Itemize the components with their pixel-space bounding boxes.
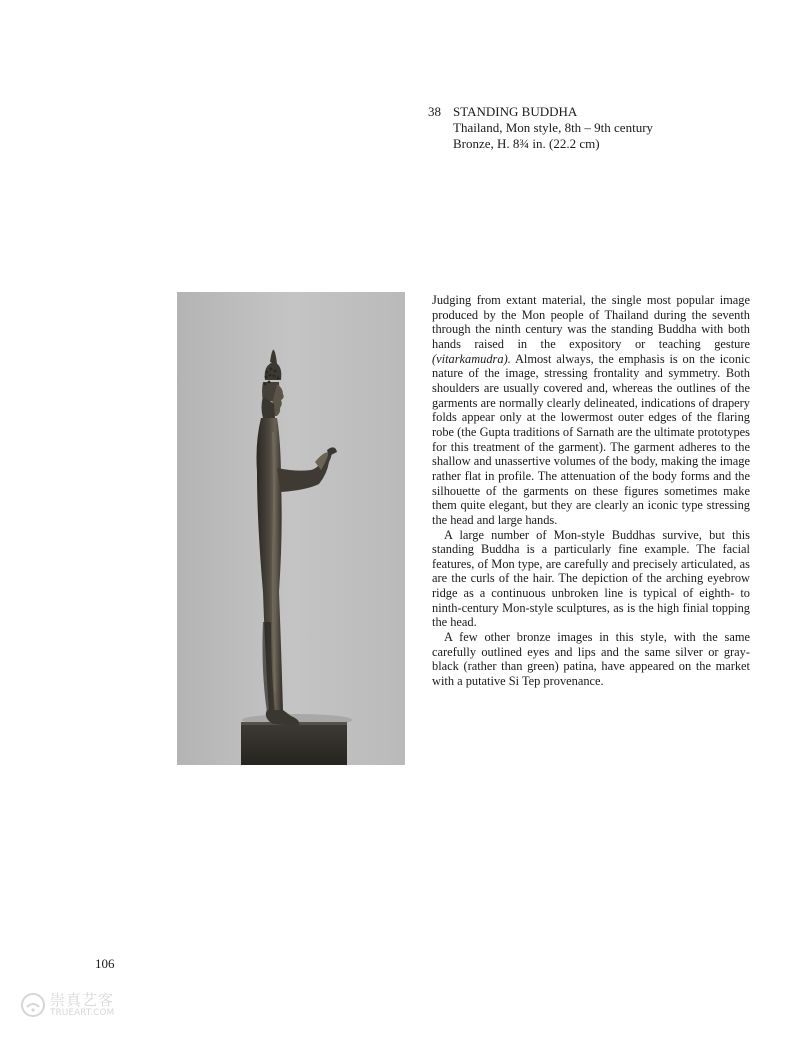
watermark-logo-icon [20, 992, 46, 1018]
standing-buddha-statue-image [177, 292, 405, 765]
watermark-url: TRUEART.COM [50, 1008, 115, 1018]
artwork-origin: Thailand, Mon style, 8th – 9th century [453, 120, 654, 135]
watermark-chinese-name: 崇真艺客 [50, 991, 115, 1009]
catalogue-number: 38 [428, 104, 441, 119]
essay-text [432, 293, 750, 689]
caption-title-line [428, 104, 653, 120]
page-number: 106 [95, 956, 115, 971]
essay-paragraph-1-part-b: Almost always, the emphasis is on the iconic nature of the image, stressing frontality and symmetry. Both shoulders are usually covered and, whereas the outlines of the garments are normally clearly delineated, indications of drapery folds appear only at the lowermost outer edges of the flaring robe (the Gupta traditions of Sarnath are the ultimate prototypes for this treatment of the garment). The garment adheres to the shallow and unassertive volumes of the body, making the image rather flat in profile. The attenuation of the body forms and the silhouette of the garments on these figures sometimes make them quite elegant, but they are clearly an iconic type stressing the head and large hands. [432, 351, 750, 527]
site-watermark [20, 992, 114, 1018]
buddha-photograph [177, 292, 405, 765]
artwork-material: Bronze, H. 8¾ in. (22.2 cm) [453, 136, 600, 151]
artwork-title: STANDING BUDDHA [453, 104, 578, 119]
watermark-text [50, 992, 114, 1018]
catalogue-caption [428, 104, 653, 152]
essay-paragraph-2: A large number of Mon-style Buddhas survive, but this standing Buddha is a particularly fine example. The facial features, of Mon type, are carefully and precisely articulated, as are the curls of the hair. The depiction of the arching eyebrow ridge as a continuous unbroken line is typical of eighth- to ninth-century Mon-style sculptures, as is the high finial topping the head. [432, 527, 750, 630]
essay-paragraph-3: A few other bronze images in this style, with the same carefully outlined eyes and lips and the same silver or gray-black (rather than green) patina, have appeared on the market with a putative Si Tep provenance. [432, 630, 750, 689]
essay-paragraph-1 [432, 293, 750, 528]
term-vitarkamudra: (vitarkamudra). [432, 351, 511, 366]
essay-paragraph-1-part-a: Judging from extant material, the single most popular image produced by the Mon people of Thailand during the seventh through the ninth century was the standing Buddha with both hands raised in the expository or teaching gesture [432, 293, 750, 351]
